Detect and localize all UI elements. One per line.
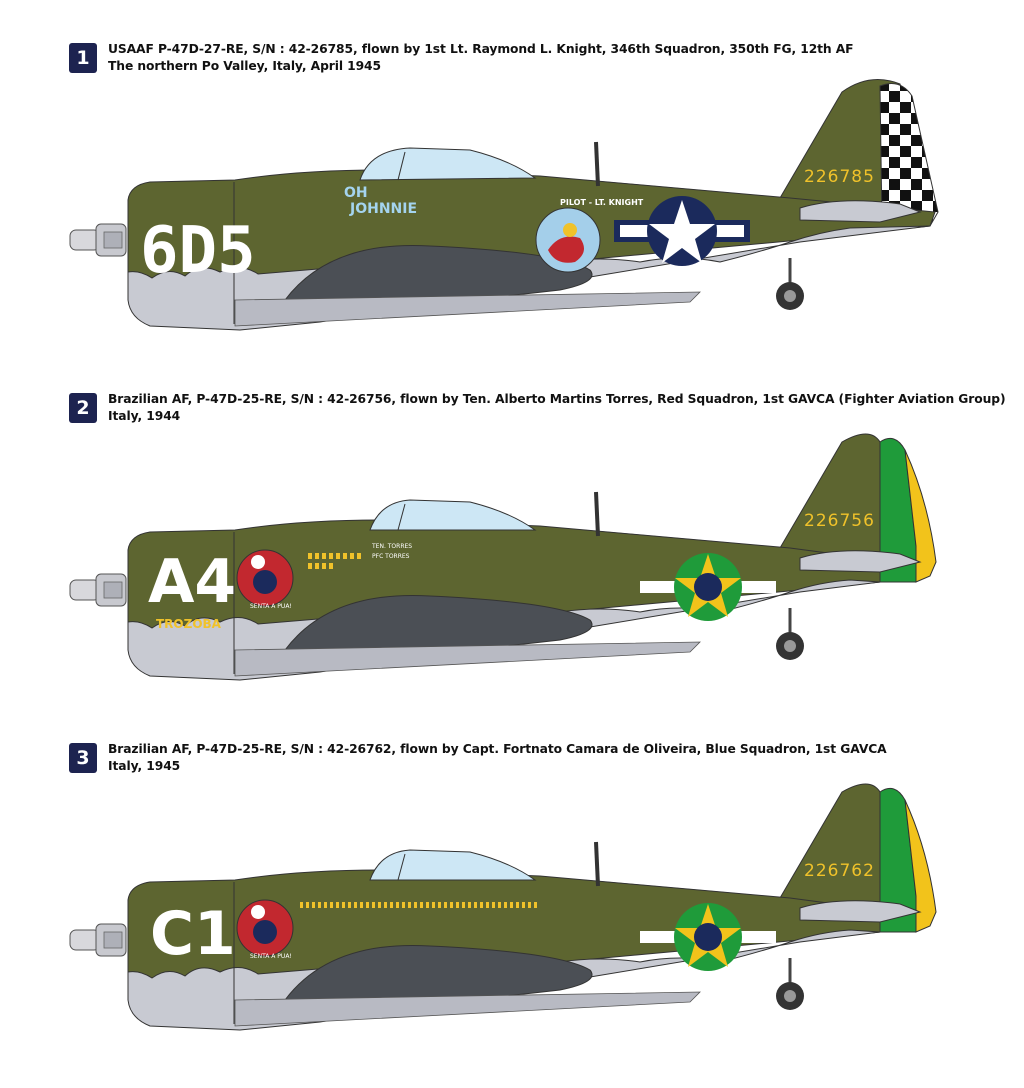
nose-art-text-1: OH bbox=[344, 185, 368, 201]
pilot-name-2: PFC TORRES bbox=[372, 553, 410, 560]
p47-usaaf-profile bbox=[0, 0, 1024, 350]
pilot-name-1: TEN. TORRES bbox=[372, 543, 413, 550]
tail-serial: 226785 bbox=[804, 167, 875, 187]
tail-wheel bbox=[776, 958, 804, 1010]
aircraft-code: A4 bbox=[148, 547, 237, 617]
tail-wheel bbox=[776, 258, 804, 310]
caption-line-1: Brazilian AF, P-47D-25-RE, S/N : 42-26762, flown by Capt. Fortnato Camara de Oliveira, Blue Squadron, 1st GAVCA bbox=[108, 742, 887, 756]
antenna-mast bbox=[596, 842, 598, 886]
nose-name: TROZOBA bbox=[156, 617, 221, 631]
aircraft-code: 6D5 bbox=[140, 214, 256, 288]
propeller-hub bbox=[70, 574, 126, 606]
canopy bbox=[360, 148, 535, 180]
emblem-caption: SENTA A PUA! bbox=[250, 953, 292, 960]
nose-art-text-2: JOHNNIE bbox=[350, 201, 418, 217]
caption-line-1: USAAF P-47D-27-RE, S/N : 42-26785, flown by 1st Lt. Raymond L. Knight, 346th Squadron, 350th FG, 12th AF bbox=[108, 42, 854, 56]
caption-line-1: Brazilian AF, P-47D-25-RE, S/N : 42-26756, flown by Ten. Alberto Martins Torres, Red Squadron, 1st GAVCA (Fighter Aviation Group) bbox=[108, 392, 1006, 406]
canopy bbox=[370, 500, 535, 530]
emblem-caption: PILOT - LT. KNIGHT bbox=[560, 198, 644, 207]
profile-number-badge: 2 bbox=[69, 393, 97, 423]
tail-serial: 226762 bbox=[804, 861, 875, 881]
profile-number-badge: 3 bbox=[69, 743, 97, 773]
propeller-hub bbox=[70, 924, 126, 956]
antenna-mast bbox=[596, 492, 598, 536]
profile-number-badge: 1 bbox=[69, 43, 97, 73]
profile-1 bbox=[0, 0, 1024, 350]
profile-2 bbox=[0, 350, 1024, 700]
p47-brazil-profile bbox=[0, 700, 1024, 1050]
caption-line-2: The northern Po Valley, Italy, April 1945 bbox=[108, 59, 381, 73]
caption-line-2: Italy, 1944 bbox=[108, 409, 181, 423]
canopy bbox=[370, 850, 535, 880]
emblem-caption: SENTA A PUA! bbox=[250, 603, 292, 610]
aircraft-code: C1 bbox=[150, 899, 236, 969]
propeller-hub bbox=[70, 224, 126, 256]
tail-serial: 226756 bbox=[804, 511, 875, 531]
antenna-mast bbox=[596, 142, 598, 186]
profile-3 bbox=[0, 700, 1024, 1050]
p47-brazil-profile bbox=[0, 350, 1024, 700]
caption-line-2: Italy, 1945 bbox=[108, 759, 181, 773]
tail-wheel bbox=[776, 608, 804, 660]
